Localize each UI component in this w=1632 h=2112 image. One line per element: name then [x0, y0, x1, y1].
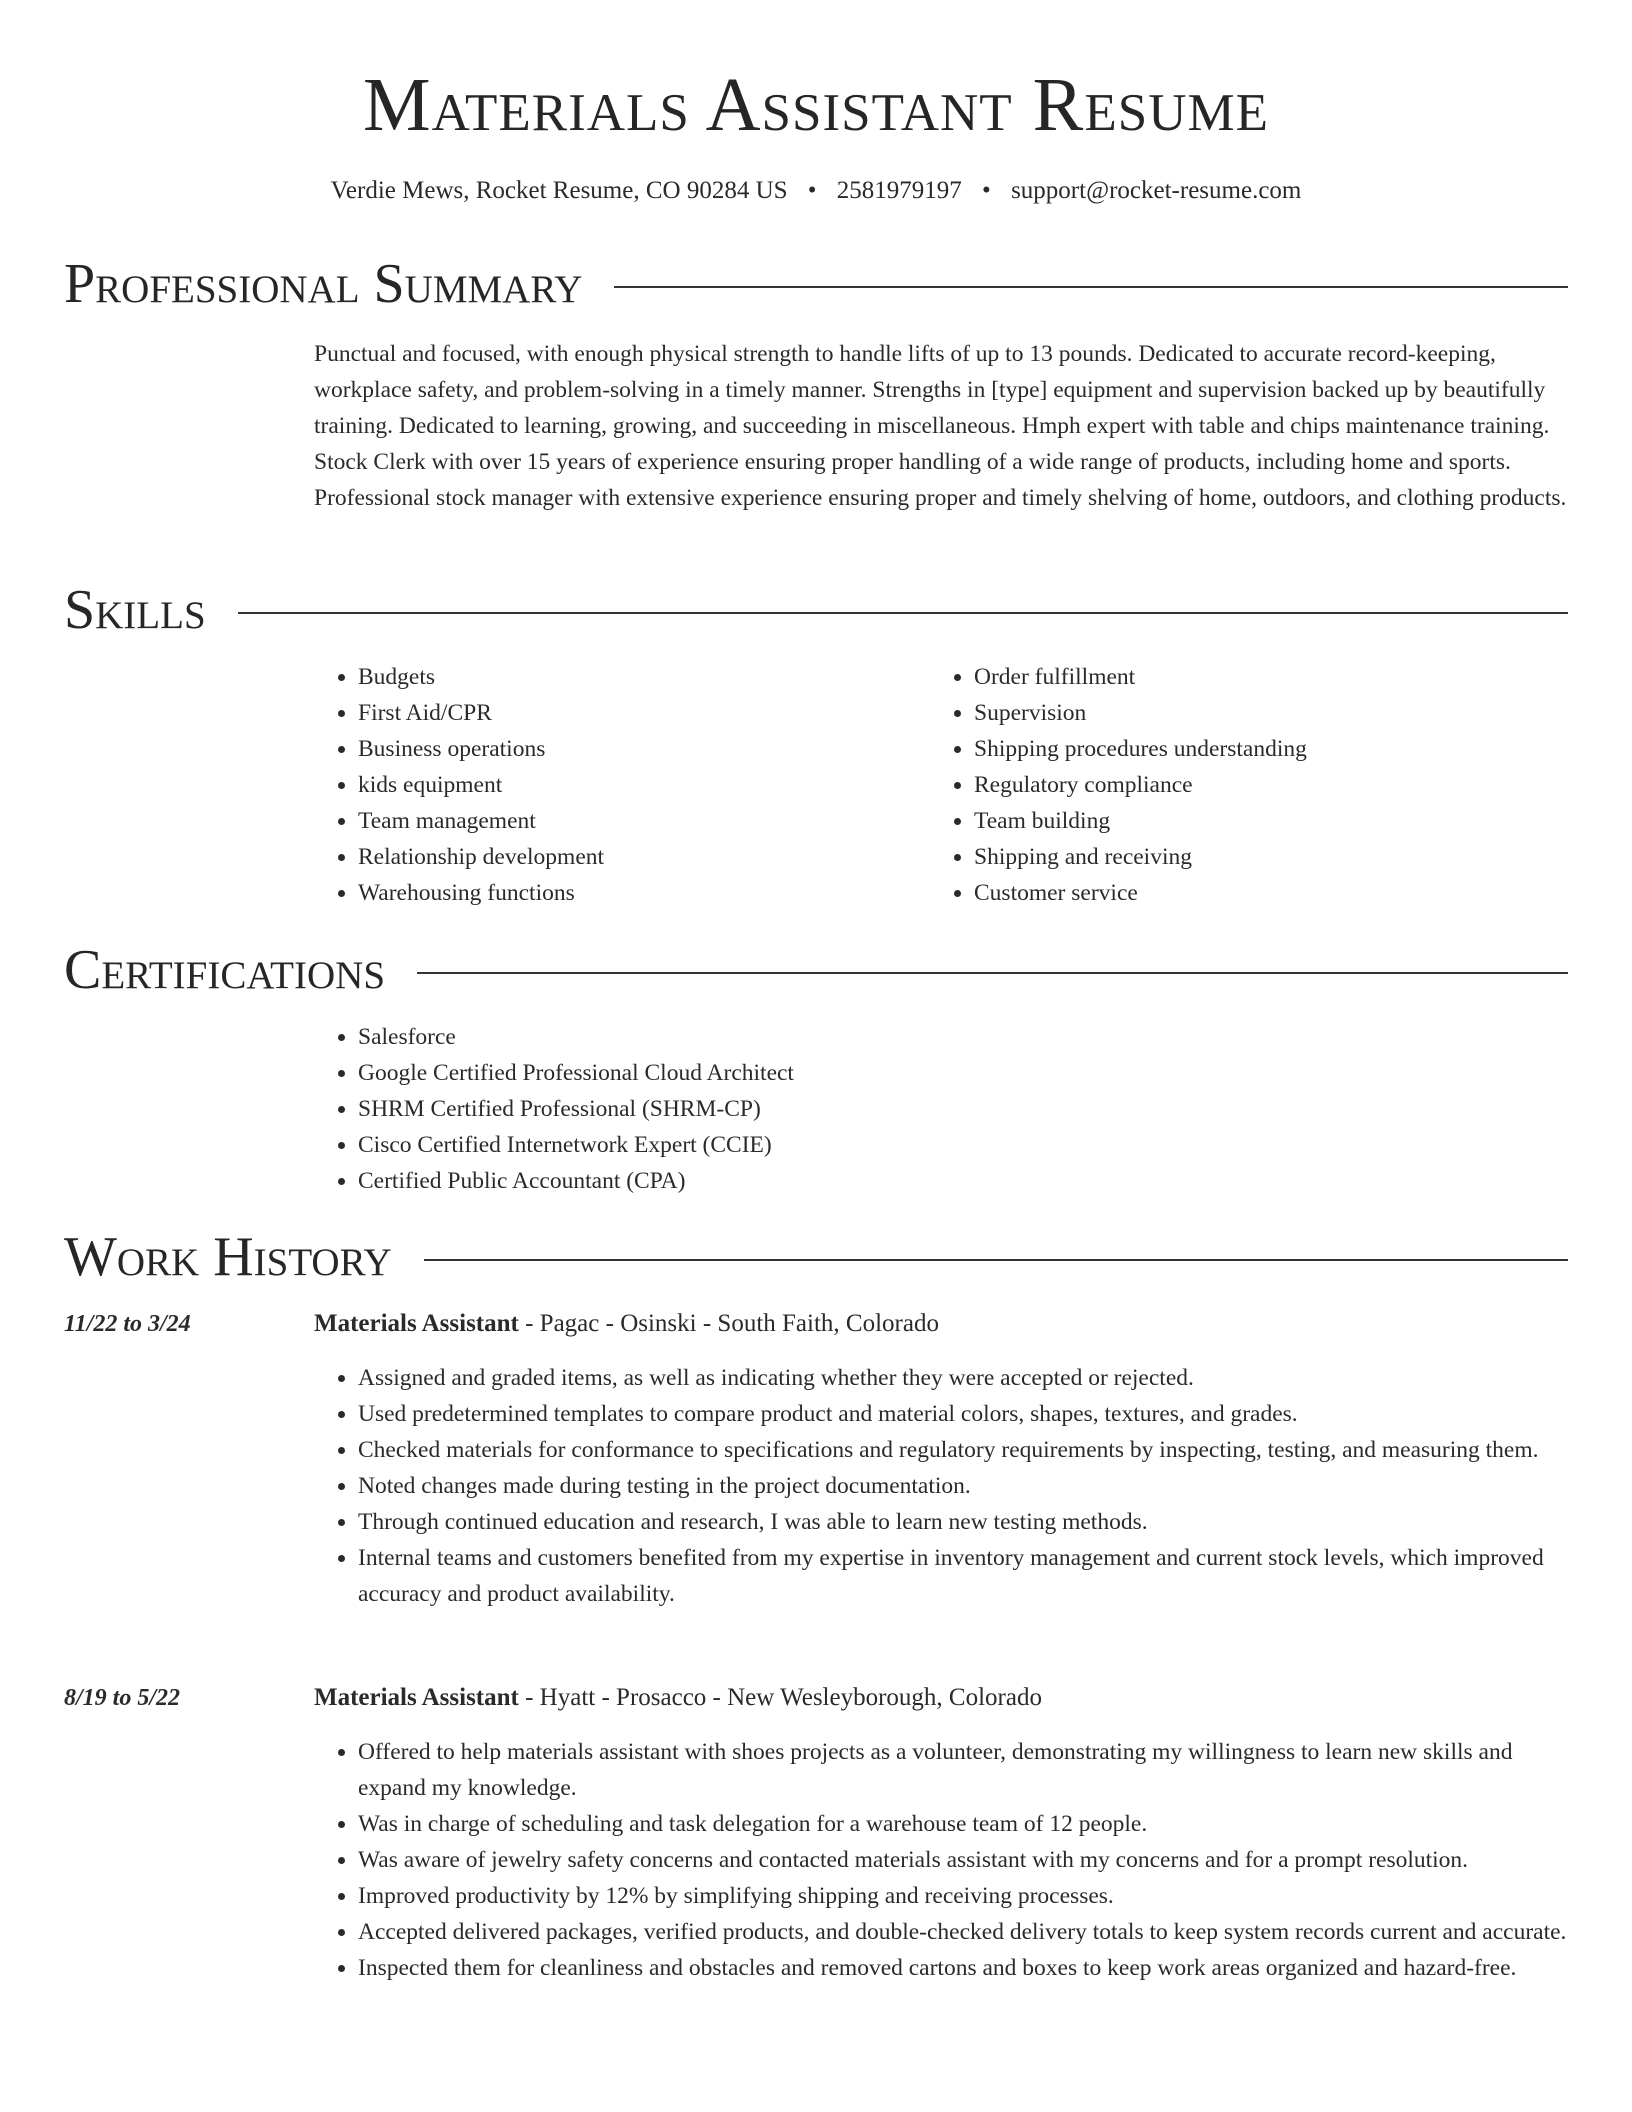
job-bullet: • Internal teams and customers benefited from my expertise in inventory management and current stock levels, which improved accuracy and product availability. — [358, 1540, 1568, 1612]
job-title-line — [314, 1306, 1568, 1342]
skill-item: • kids equipment — [358, 767, 930, 803]
skills-heading: Skills — [64, 579, 206, 641]
section-divider — [614, 286, 1568, 288]
job-dates: 8/19 to 5/22 — [64, 1685, 181, 1711]
certifications-list — [314, 1019, 1568, 1199]
skill-item: • Customer service — [974, 875, 1546, 911]
job-bullets — [314, 1734, 1568, 1986]
job-dates: 11/22 to 3/24 — [64, 1311, 191, 1337]
certification-item: • Certified Public Accountant (CPA) — [358, 1163, 1568, 1199]
certification-item: • SHRM Certified Professional (SHRM-CP) — [358, 1091, 1568, 1127]
certifications-heading: Certifications — [64, 939, 386, 1001]
skill-item: • First Aid/CPR — [358, 695, 930, 731]
skill-item: • Budgets — [358, 659, 930, 695]
summary-section-header — [64, 252, 1568, 316]
job-bullet: • Accepted delivered packages, verified products, and double-checked delivery totals to keep system records current and accurate. — [358, 1914, 1568, 1950]
resume-title: Materials Assistant Resume — [363, 63, 1269, 147]
section-divider — [238, 612, 1568, 614]
job-bullet: • Used predetermined templates to compare product and material colors, shapes, textures, and grades. — [358, 1396, 1568, 1432]
contact-separator: • — [807, 177, 817, 204]
contact-line — [0, 174, 1632, 208]
job-bullet: • Noted changes made during testing in the project documentation. — [358, 1468, 1568, 1504]
job-bullet: • Through continued education and research, I was able to learn new testing methods. — [358, 1504, 1568, 1540]
job-bullet: • Improved productivity by 12% by simplifying shipping and receiving processes. — [358, 1878, 1568, 1914]
certification-item: • Cisco Certified Internetwork Expert (CCIE) — [358, 1127, 1568, 1163]
skill-item: • Team building — [974, 803, 1546, 839]
work-section-header — [64, 1225, 1568, 1289]
skill-item: • Order fulfillment — [974, 659, 1546, 695]
certification-item: • Salesforce — [358, 1019, 1568, 1055]
work-heading: Work History — [64, 1226, 392, 1288]
job-bullet: • Offered to help materials assistant with shoes projects as a volunteer, demonstrating my willingness to learn new skills and expand my knowledge. — [358, 1734, 1568, 1806]
contact-email: support@rocket-resume.com — [1011, 177, 1302, 204]
skill-item: • Shipping and receiving — [974, 839, 1546, 875]
summary-text: Punctual and focused, with enough physical strength to handle lifts of up to 13 pounds. Dedicated to accurate record-keeping, workplace safety, and problem-solving in a timely manner. Strengths in [type] equipment and supervision backed up by beautifully training. Dedicated to learning, growing, and succeeding in miscellaneous. Hmph expert with table and chips maintenance training. Stock Clerk with over 15 years of experience ensuring proper handling of a wide range of products, including home and sports. Professional stock manager with extensive experience ensuring proper and timely shelving of home, outdoors, and clothing products. — [314, 341, 1567, 511]
skill-item: • Team management — [358, 803, 930, 839]
job-role: Materials Assistant — [314, 1310, 519, 1337]
job-bullet: • Was aware of jewelry safety concerns and contacted materials assistant with my concerns and for a prompt resolution. — [358, 1842, 1568, 1878]
skill-item: • Shipping procedures understanding — [974, 731, 1546, 767]
certification-item: • Google Certified Professional Cloud Architect — [358, 1055, 1568, 1091]
contact-address: Verdie Mews, Rocket Resume, CO 90284 US — [330, 177, 788, 204]
skill-item: • Supervision — [974, 695, 1546, 731]
skill-item: • Relationship development — [358, 839, 930, 875]
job-employer: - Hyatt - Prosacco - New Wesleyborough, Colorado — [518, 1684, 1042, 1711]
job-bullets — [314, 1360, 1568, 1612]
job-bullet: • Inspected them for cleanliness and obstacles and removed cartons and boxes to keep work areas organized and hazard-free. — [358, 1950, 1568, 1986]
contact-separator: • — [982, 177, 991, 204]
skills-column-right — [930, 659, 1546, 911]
skill-item: • Warehousing functions — [358, 875, 930, 911]
certifications-section-header — [64, 938, 1568, 1002]
job-bullet: • Checked materials for conformance to specifications and regulatory requirements by inspecting, testing, and measuring them. — [358, 1432, 1568, 1468]
job-title-line — [314, 1680, 1568, 1716]
job-employer: - Pagac - Osinski - South Faith, Colorado — [518, 1310, 939, 1337]
job-role: Materials Assistant — [314, 1684, 519, 1711]
section-divider — [424, 1259, 1568, 1261]
skill-item: • Business operations — [358, 731, 930, 767]
skills-list — [314, 659, 1568, 911]
skill-item: • Regulatory compliance — [974, 767, 1546, 803]
job-bullet: • Assigned and graded items, as well as indicating whether they were accepted or rejected. — [358, 1360, 1568, 1396]
contact-phone: 2581979197 — [836, 177, 962, 204]
summary-heading: Professional Summary — [64, 253, 583, 315]
skills-section-header — [64, 578, 1568, 642]
job-bullet: • Was in charge of scheduling and task delegation for a warehouse team of 12 people. — [358, 1806, 1568, 1842]
skills-column-left — [314, 659, 930, 911]
section-divider — [417, 972, 1568, 974]
